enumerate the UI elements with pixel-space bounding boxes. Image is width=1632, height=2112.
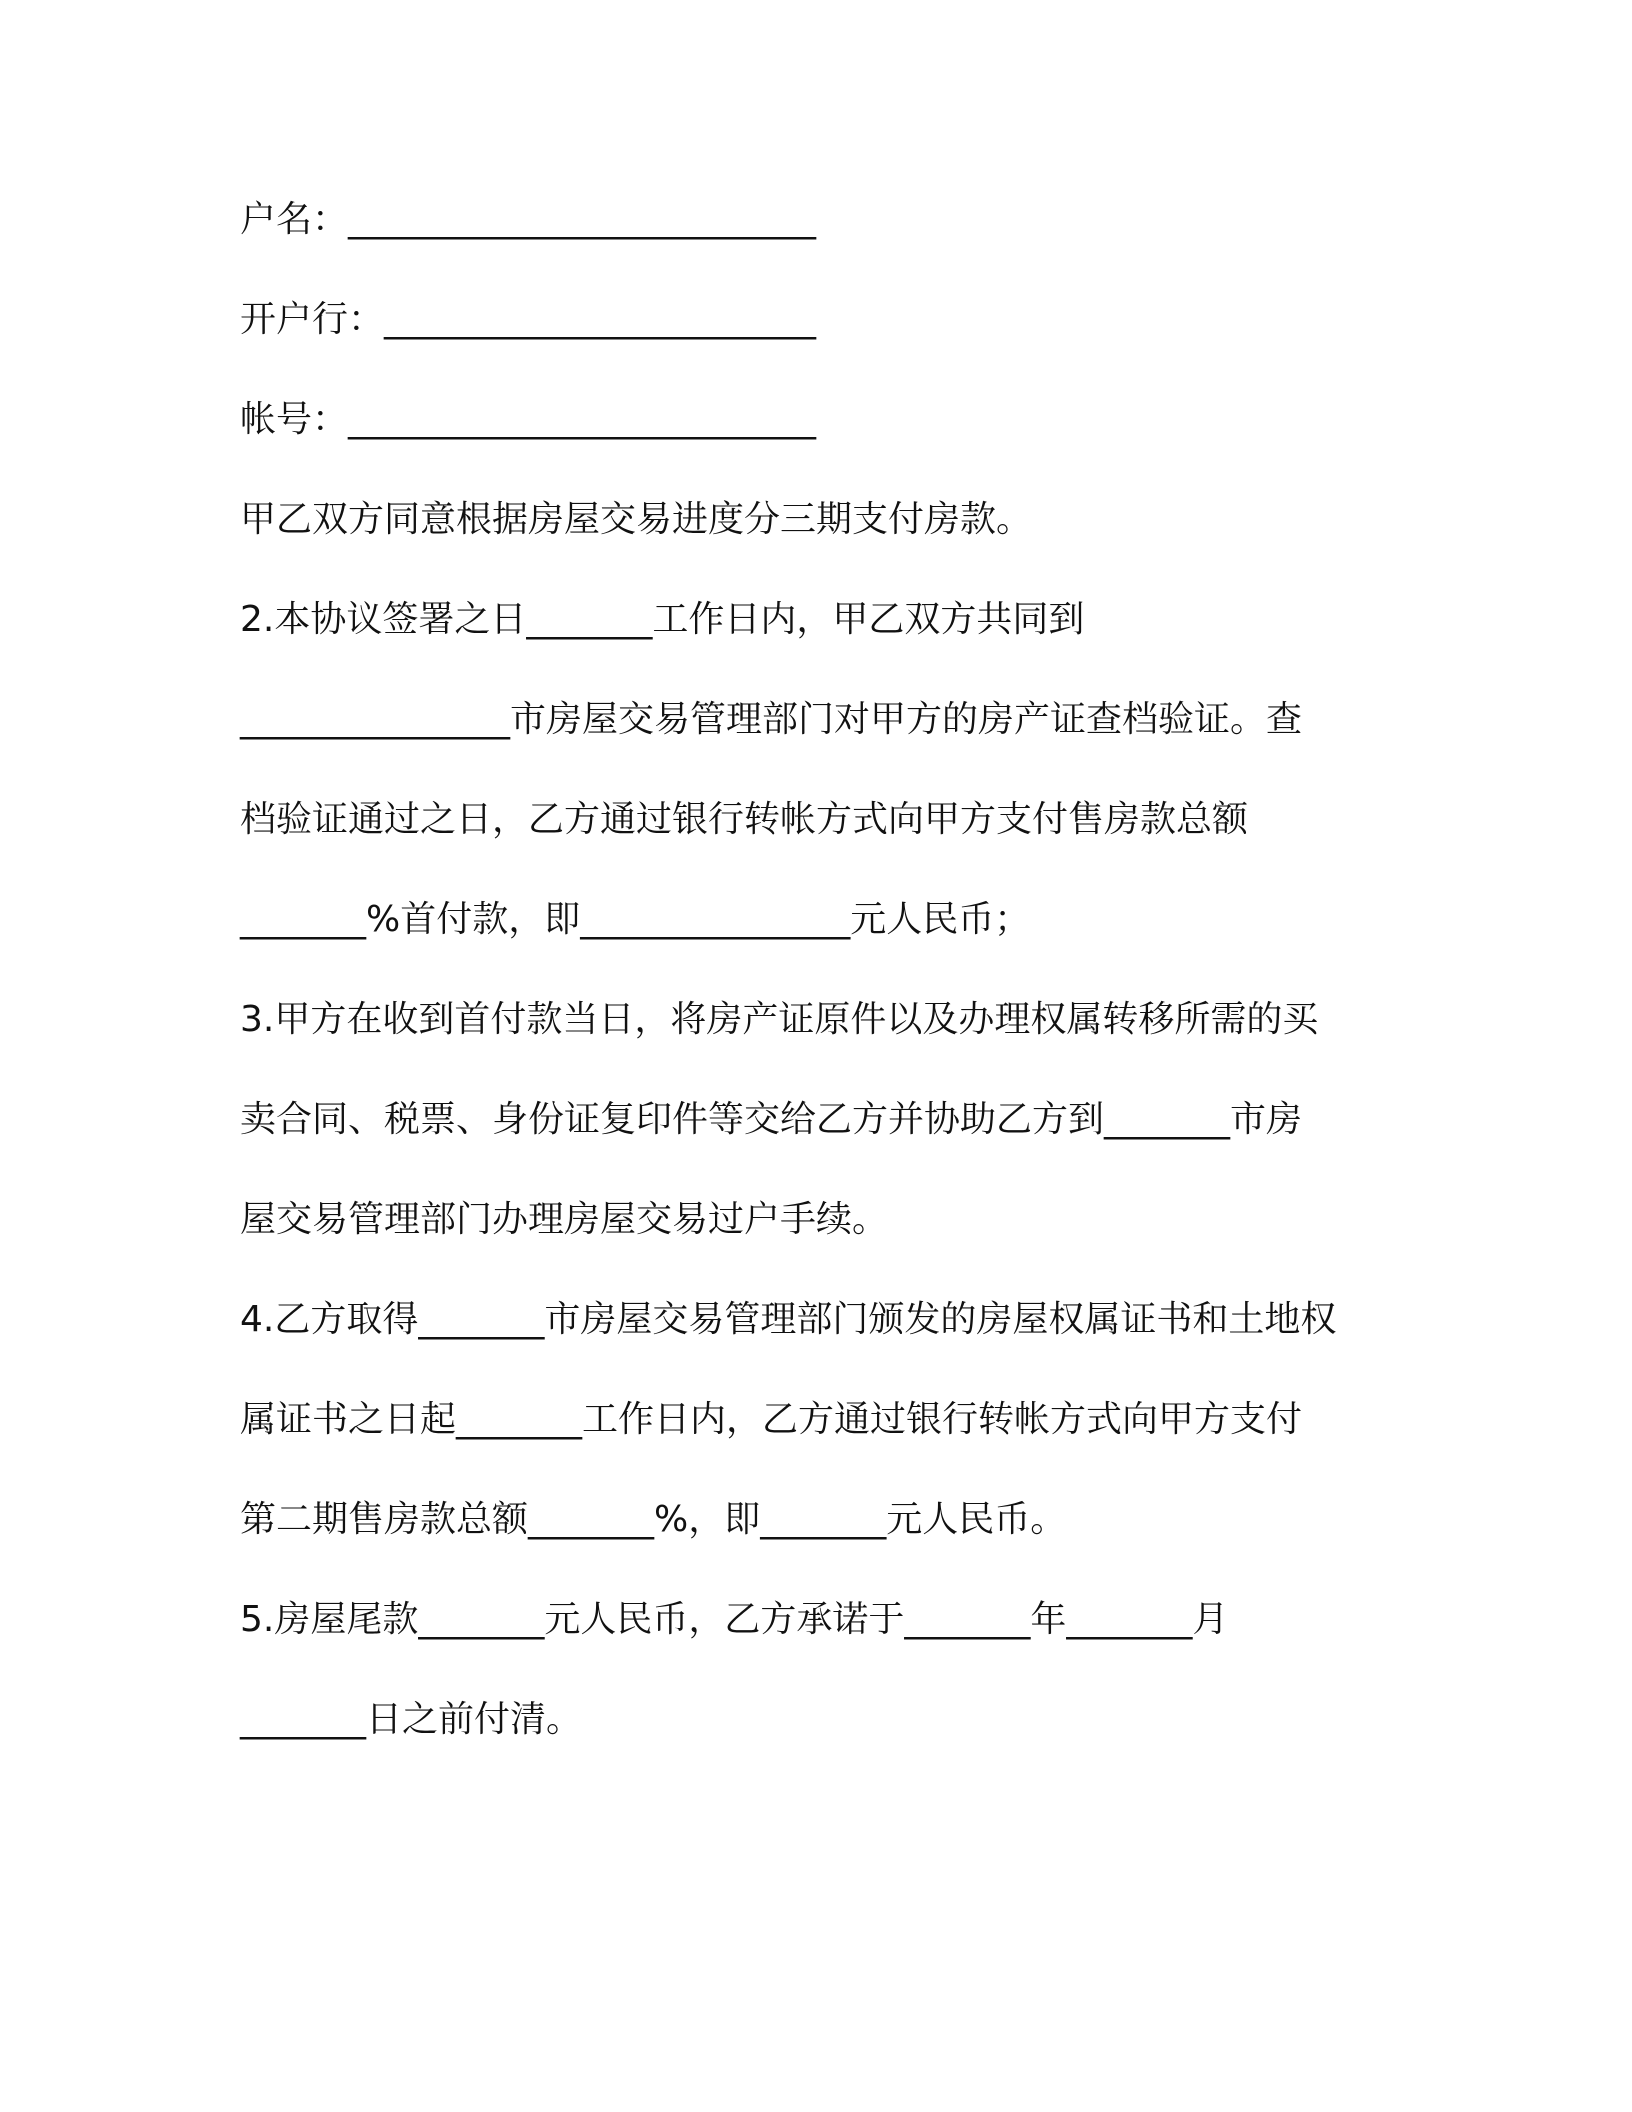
clause-3-line-3: 屋交易管理部门办理房屋交易过户手续。	[240, 1199, 889, 1240]
clause-5-line-2: _______日之前付清。	[240, 1699, 583, 1740]
clause-4-line-1: 4.乙方取得_______市房屋交易管理部门颁发的房屋权属证书和土地权	[240, 1299, 1337, 1340]
payment-intro-line: 甲乙双方同意根据房屋交易进度分三期支付房款。	[240, 499, 1033, 540]
account-name-line: 户名：__________________________	[240, 199, 817, 240]
account-number-line: 帐号：__________________________	[240, 399, 817, 440]
bank-line: 开户行：________________________	[240, 299, 817, 340]
clause-2-line-1: 2.本协议签署之日_______工作日内，甲乙双方共同到	[240, 599, 1085, 640]
clause-5-line-1: 5.房屋尾款_______元人民币，乙方承诺于_______年_______月	[240, 1599, 1229, 1640]
clause-3-line-2: 卖合同、税票、身份证复印件等交给乙方并协助乙方到_______市房	[240, 1099, 1303, 1140]
clause-4-line-3: 第二期售房款总额_______%，即_______元人民币。	[240, 1499, 1067, 1540]
clause-3-line-1: 3.甲方在收到首付款当日，将房产证原件以及办理权属转移所需的买	[240, 999, 1319, 1040]
clause-2-line-2: _______________市房屋交易管理部门对甲方的房产证查档验证。查	[240, 699, 1303, 740]
clause-2-line-4: _______%首付款，即_______________元人民币；	[240, 899, 1031, 940]
clause-2-line-3: 档验证通过之日，乙方通过银行转帐方式向甲方支付售房款总额	[240, 799, 1249, 840]
clause-4-line-2: 属证书之日起_______工作日内，乙方通过银行转帐方式向甲方支付	[240, 1399, 1303, 1440]
